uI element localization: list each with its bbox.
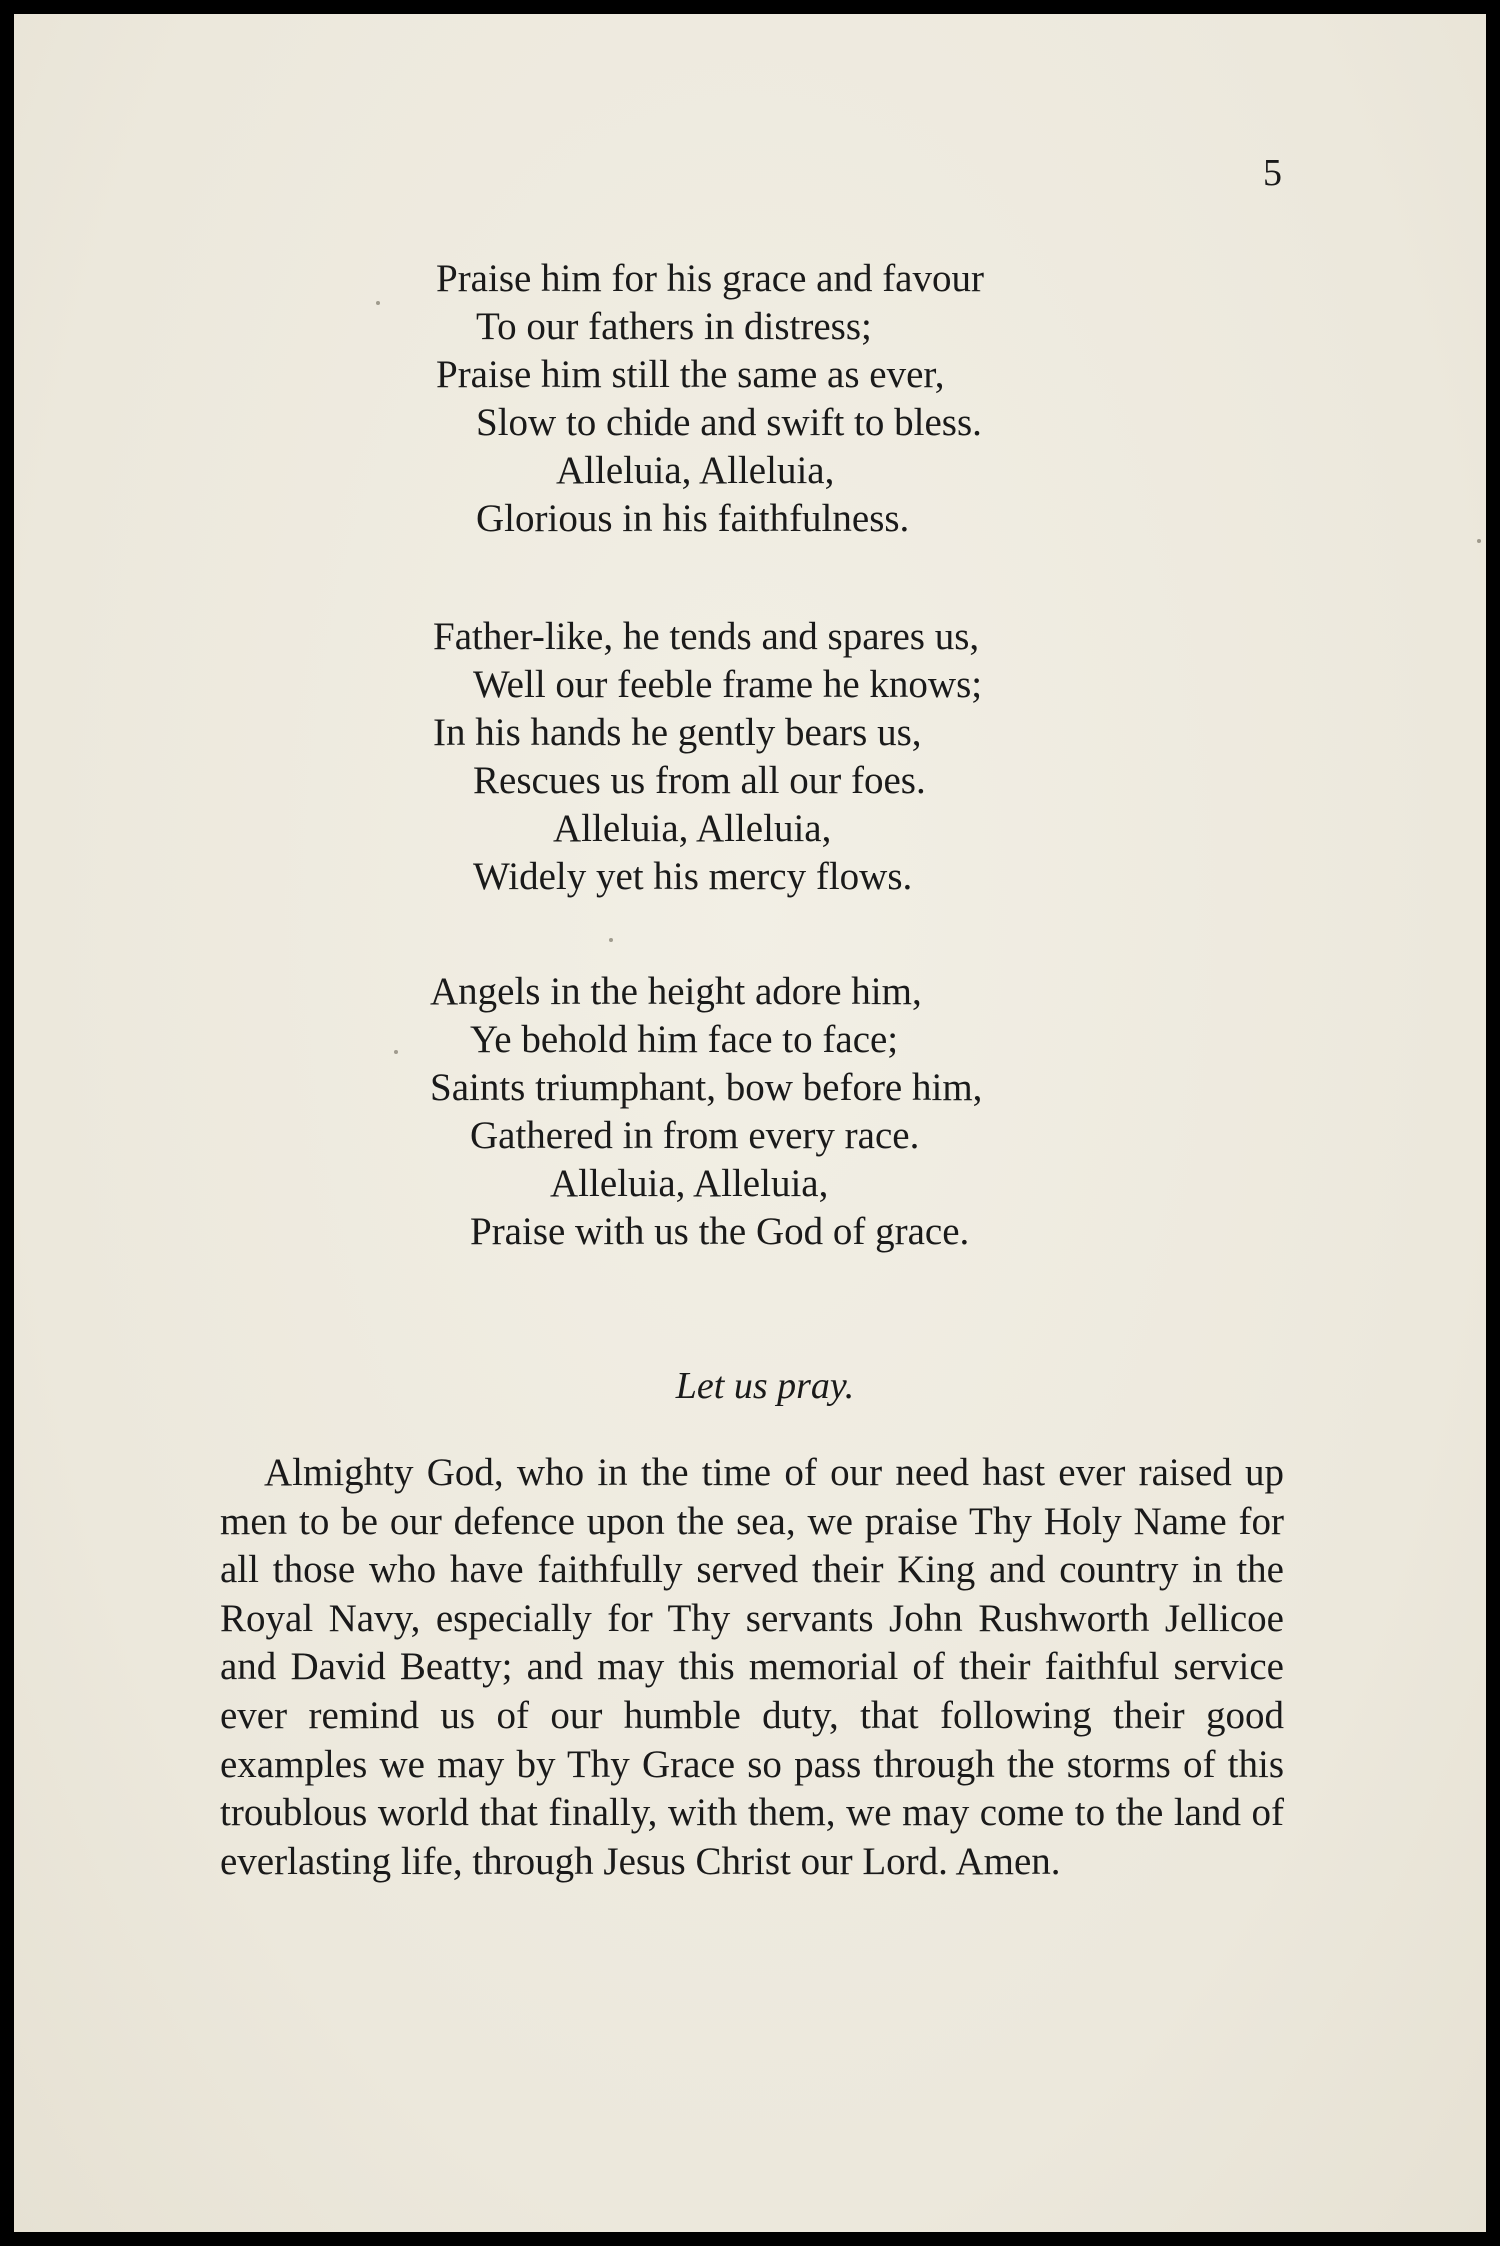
verse-line: Saints triumphant, bow before him,: [430, 1066, 983, 1109]
verse-line: Praise him still the same as ever,: [436, 353, 945, 396]
paper-speck: [609, 938, 613, 942]
verse-line: Slow to chide and swift to bless.: [476, 401, 982, 444]
paper-speck: [394, 1050, 398, 1054]
prayer-text: Almighty God, who in the time of our need hast ever raised up men to be our defence upon the sea, we praise Thy Holy Name for all those who have faithfully served their King and country in the Royal Navy, especially for Thy servants John Rushworth Jellicoe and David Beatty; and may this memorial of their faithful service ever remind us of our humble duty, that following their good examples we may by Thy Grace so pass through the storms of this troublous world that finally, with them, we may come to the land of everlasting life, through Jesus Christ our Lord. Amen.: [220, 1451, 1284, 1883]
document-page: [14, 14, 1486, 2232]
verse-line: Praise him for his grace and favour: [436, 257, 984, 300]
verse-line: To our fathers in distress;: [476, 305, 872, 348]
page-number: 5: [1263, 152, 1282, 194]
verse-line: Alleluia, Alleluia,: [553, 807, 832, 850]
paper-speck: [1477, 539, 1481, 543]
verse-line: Rescues us from all our foes.: [473, 759, 926, 802]
verse-line: Widely yet his mercy flows.: [473, 855, 913, 898]
verse-line: Gathered in from every race.: [470, 1114, 920, 1157]
verse-line: Ye behold him face to face;: [470, 1018, 899, 1061]
verse-line: Alleluia, Alleluia,: [550, 1162, 829, 1205]
verse-line: In his hands he gently bears us,: [433, 711, 922, 754]
paper-speck: [376, 301, 380, 305]
verse-line: Glorious in his faithfulness.: [476, 497, 910, 540]
prayer-heading: Let us pray.: [675, 1365, 855, 1407]
verse-line: Alleluia, Alleluia,: [556, 449, 835, 492]
verse-line: Praise with us the God of grace.: [470, 1210, 970, 1253]
verse-line: Father-like, he tends and spares us,: [433, 615, 980, 658]
verse-line: Well our feeble frame he knows;: [473, 663, 983, 706]
verse-line: Angels in the height adore him,: [430, 970, 922, 1013]
